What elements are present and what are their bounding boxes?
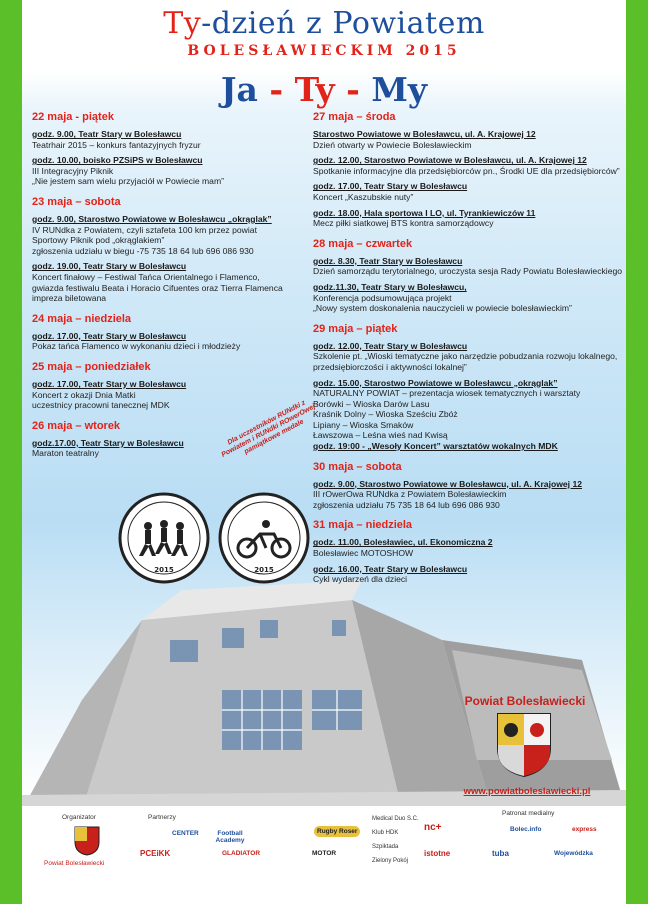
event-item	[313, 564, 623, 585]
event-description: Dzień otwarty w Powiecie Bolesławieckim	[313, 139, 472, 150]
event-time-place: godz. 17.00, Teatr Stary w Bolesławcu	[32, 378, 187, 389]
event-description: NATURALNY POWIAT – prezentacja wiosek tematycznych i warsztaty	[313, 388, 581, 399]
event-item	[313, 155, 623, 176]
event-item	[32, 155, 332, 187]
event-description: Koncert finałowy – Festiwal Tańca Orientalnego i Flamenco,	[32, 271, 260, 282]
event-description: Dzień samorządu terytorialnego, uroczysta sesja Rady Powiatu Bolesławieckiego	[313, 266, 623, 277]
day-heading: 27 maja – środa	[313, 111, 396, 123]
event-item	[32, 129, 332, 150]
day-heading: 23 maja – sobota	[32, 195, 121, 208]
partner-logo-1: CENTER	[172, 830, 199, 837]
event-description: III rOwerOwa RUNdka z Powiatem Bolesławieckim	[313, 489, 507, 500]
poster	[22, 0, 626, 904]
event-item	[313, 282, 623, 314]
event-description: Spotkanie informacyjne dla przedsiębiorców pn., Środki UE dla przedsiębiorców”	[313, 165, 620, 176]
organizer-label: Organizator	[62, 814, 96, 821]
partner-logo-2: Football Academy	[215, 830, 245, 844]
media-logo-3: express	[572, 826, 597, 833]
poster-title: Ty-dzień z Powiatem	[163, 6, 485, 41]
event-description: Sportowy Piknik pod „okrąglakiem”	[32, 235, 165, 246]
bike-medal-icon	[220, 494, 308, 582]
event-description: III Integracyjny Piknik	[32, 165, 114, 176]
county-crest-icon	[496, 712, 552, 778]
website-link[interactable]: www.powiatboleslawiecki.pl	[463, 786, 591, 797]
schedule-right-column	[313, 110, 623, 585]
event-description: Koncert z okazji Dnia Matki	[32, 389, 136, 400]
event-item	[313, 479, 623, 511]
event-description: „Nie jestem sam wielu przyjaciół w Powiecie mam”	[32, 176, 224, 187]
event-item	[313, 537, 623, 558]
event-time-place: godz. 9.00, Teatr Stary w Bolesławcu	[32, 129, 182, 139]
event-description: Lipiany – Wioska Smaków	[313, 419, 414, 430]
event-item	[32, 261, 332, 303]
event-description: Cykl wydarzeń dla dzieci	[313, 574, 408, 585]
event-time-place: godz. 9.00, Starostwo Powiatowe w Bolesławcu, ul. A. Krajowej 12	[313, 478, 583, 489]
event-item	[313, 181, 623, 202]
partner-logo-5: GLADIATOR	[222, 850, 261, 857]
event-item	[313, 129, 623, 150]
day-heading: 25 maja – poniedziałek	[32, 360, 151, 373]
event-time-place: godz. 12.00, Starostwo Powiatowe w Bolesławcu, ul. A. Krajowej 12	[313, 155, 587, 166]
event-item	[32, 379, 332, 411]
stamp-left-year: 2015	[154, 566, 174, 574]
day-heading: 26 maja – wtorek	[32, 419, 121, 432]
event-time-place: godz. 10.00, boisko PZSiPS w Bolesławcu	[32, 155, 203, 166]
event-time-place: godz. 15.00, Starostwo Powiatowe w Bolesławcu „okrąglak”	[313, 377, 558, 388]
event-time-place: godz. 19:00 - „Wesoły Koncert” warsztatów wokalnych MDK	[313, 441, 558, 452]
event-item	[32, 331, 332, 352]
event-description: Bolesławiec MOTOSHOW	[313, 548, 414, 559]
event-time-place: godz. 16.00, Teatr Stary w Bolesławcu	[313, 563, 468, 574]
event-description: zgłoszenia udziału 75 735 18 64 lub 696 086 930	[313, 499, 500, 510]
event-description: Kraśnik Dolny – Wioska Sześciu Zbóż	[313, 409, 458, 420]
media-label: Patronat medialny	[502, 810, 555, 817]
schedule-left-column	[32, 110, 332, 459]
event-description: Pokaz tańca Flamenco w wykonaniu dzieci i młodzieży	[32, 341, 241, 352]
partner-logo-3: Rugby Roser	[314, 826, 360, 837]
event-description: uczestnicy pracowni tanecznej MDK	[32, 400, 170, 411]
event-time-place: godz. 8.30, Teatr Stary w Bolesławcu	[313, 255, 463, 266]
event-time-place: godz. 11.00, Bolesławiec, ul. Ekonomiczna 2	[313, 537, 493, 548]
event-description: Szkolenie pt. „Wioski tematyczne jako narzędzie pobudzania rozwoju lokalnego,	[313, 351, 618, 362]
event-item	[32, 438, 332, 459]
event-item	[32, 214, 332, 256]
partner-logo-6: MOTOR	[312, 850, 337, 857]
event-item	[313, 378, 623, 452]
medal-stamps	[114, 488, 324, 588]
event-description: Koncert „Kaszubskie nuty”	[313, 191, 414, 202]
sponsor-2: Klub HDK	[372, 830, 399, 836]
event-time-place: godz. 9.00, Starostwo Powiatowe w Bolesławcu „okrąglak”	[32, 213, 272, 224]
powiat-label: Powiat Bolesławiecki	[464, 694, 586, 708]
day-heading: 28 maja – czwartek	[313, 237, 413, 250]
day-heading: 30 maja – sobota	[313, 460, 402, 473]
event-time-place: godz. 12.00, Teatr Stary w Bolesławcu	[313, 340, 468, 351]
event-description: Maraton teatralny	[32, 448, 99, 459]
day-heading: 24 maja – niedziela	[32, 312, 132, 325]
event-time-place: godz. 18.00, Hala sportowa I LO, ul. Tyrankiewiczów 11	[313, 207, 536, 218]
event-description: Teatrhair 2015 – konkurs fantazyjnych fryzur	[32, 139, 201, 150]
event-time-place: godz.11.30, Teatr Stary w Bolesławcu,	[313, 281, 467, 292]
event-item	[313, 341, 623, 373]
media-logo-2: Bolec.info	[510, 826, 542, 833]
poster-subtitle: BOLESŁAWIECKIM 2015	[187, 43, 461, 59]
event-description: impreza biletowana	[32, 293, 107, 304]
day-heading: 22 maja - piątek	[32, 111, 114, 123]
event-description: przedsiębiorczości i aktywności lokalnej”	[313, 361, 467, 372]
event-item	[313, 256, 623, 277]
event-description: Ławszowa – Leśna wieś nad Kwisą	[313, 430, 448, 441]
day-heading: 29 maja – piątek	[313, 322, 398, 335]
event-description: Konferencja podsumowująca projekt	[313, 292, 452, 303]
sponsors-footer	[22, 806, 626, 904]
event-description: gwiazda festiwalu Beata i Horacio Cifuentes oraz Tierra Flamenca	[32, 282, 283, 293]
stamp-note: Dla uczestników RUNdki z Powiatem i RUNdki ROwerOwej - pamiątkowe medale	[220, 399, 321, 459]
partners-label: Partnerzy	[148, 814, 176, 821]
media-logo-4: istotne	[424, 849, 451, 858]
media-logo-1: nc+	[424, 822, 442, 833]
stamp-right-year: 2015	[254, 566, 274, 574]
event-description: „Nowy system doskonalenia nauczycieli w powiecie bolesławieckim”	[313, 303, 572, 314]
day-heading: 31 maja – niedziela	[313, 519, 413, 532]
sponsor-1: Medical Duo S.C.	[372, 816, 419, 822]
organizer-name: Powiat Bolesławiecki	[44, 860, 105, 867]
event-time-place: Starostwo Powiatowe w Bolesławcu, ul. A. Krajowej 12	[313, 129, 536, 139]
event-item	[313, 208, 623, 229]
event-time-place: godz. 17.00, Teatr Stary w Bolesławcu	[32, 330, 187, 341]
organizer-crest-icon	[74, 826, 100, 856]
runner-medal-icon	[120, 494, 208, 582]
event-time-place: godz. 19.00, Teatr Stary w Bolesławcu	[32, 261, 187, 272]
sponsor-3: Szpiktada	[372, 844, 399, 850]
poster-motto: Ja - Ty - My	[220, 70, 428, 109]
event-description: zgłoszenia udziału w biegu -75 735 18 64 lub 696 086 930	[32, 245, 254, 256]
event-time-place: godz.17.00, Teatr Stary w Bolesławcu	[32, 437, 184, 448]
event-time-place: godz. 17.00, Teatr Stary w Bolesławcu	[313, 181, 468, 192]
partner-logo-4: PCEiKK	[140, 849, 171, 858]
sponsor-4: Zielony Pokój	[372, 858, 409, 864]
event-description: Mecz piłki siatkowej BTS kontra samorządowcy	[313, 218, 494, 229]
media-logo-5: tuba	[492, 849, 509, 858]
event-description: IV RUNdka z Powiatem, czyli sztafeta 100 km przez powiat	[32, 224, 257, 235]
media-logo-6: Wojewódzka	[554, 850, 593, 857]
event-description: Borówki – Wioska Darów Lasu	[313, 398, 430, 409]
